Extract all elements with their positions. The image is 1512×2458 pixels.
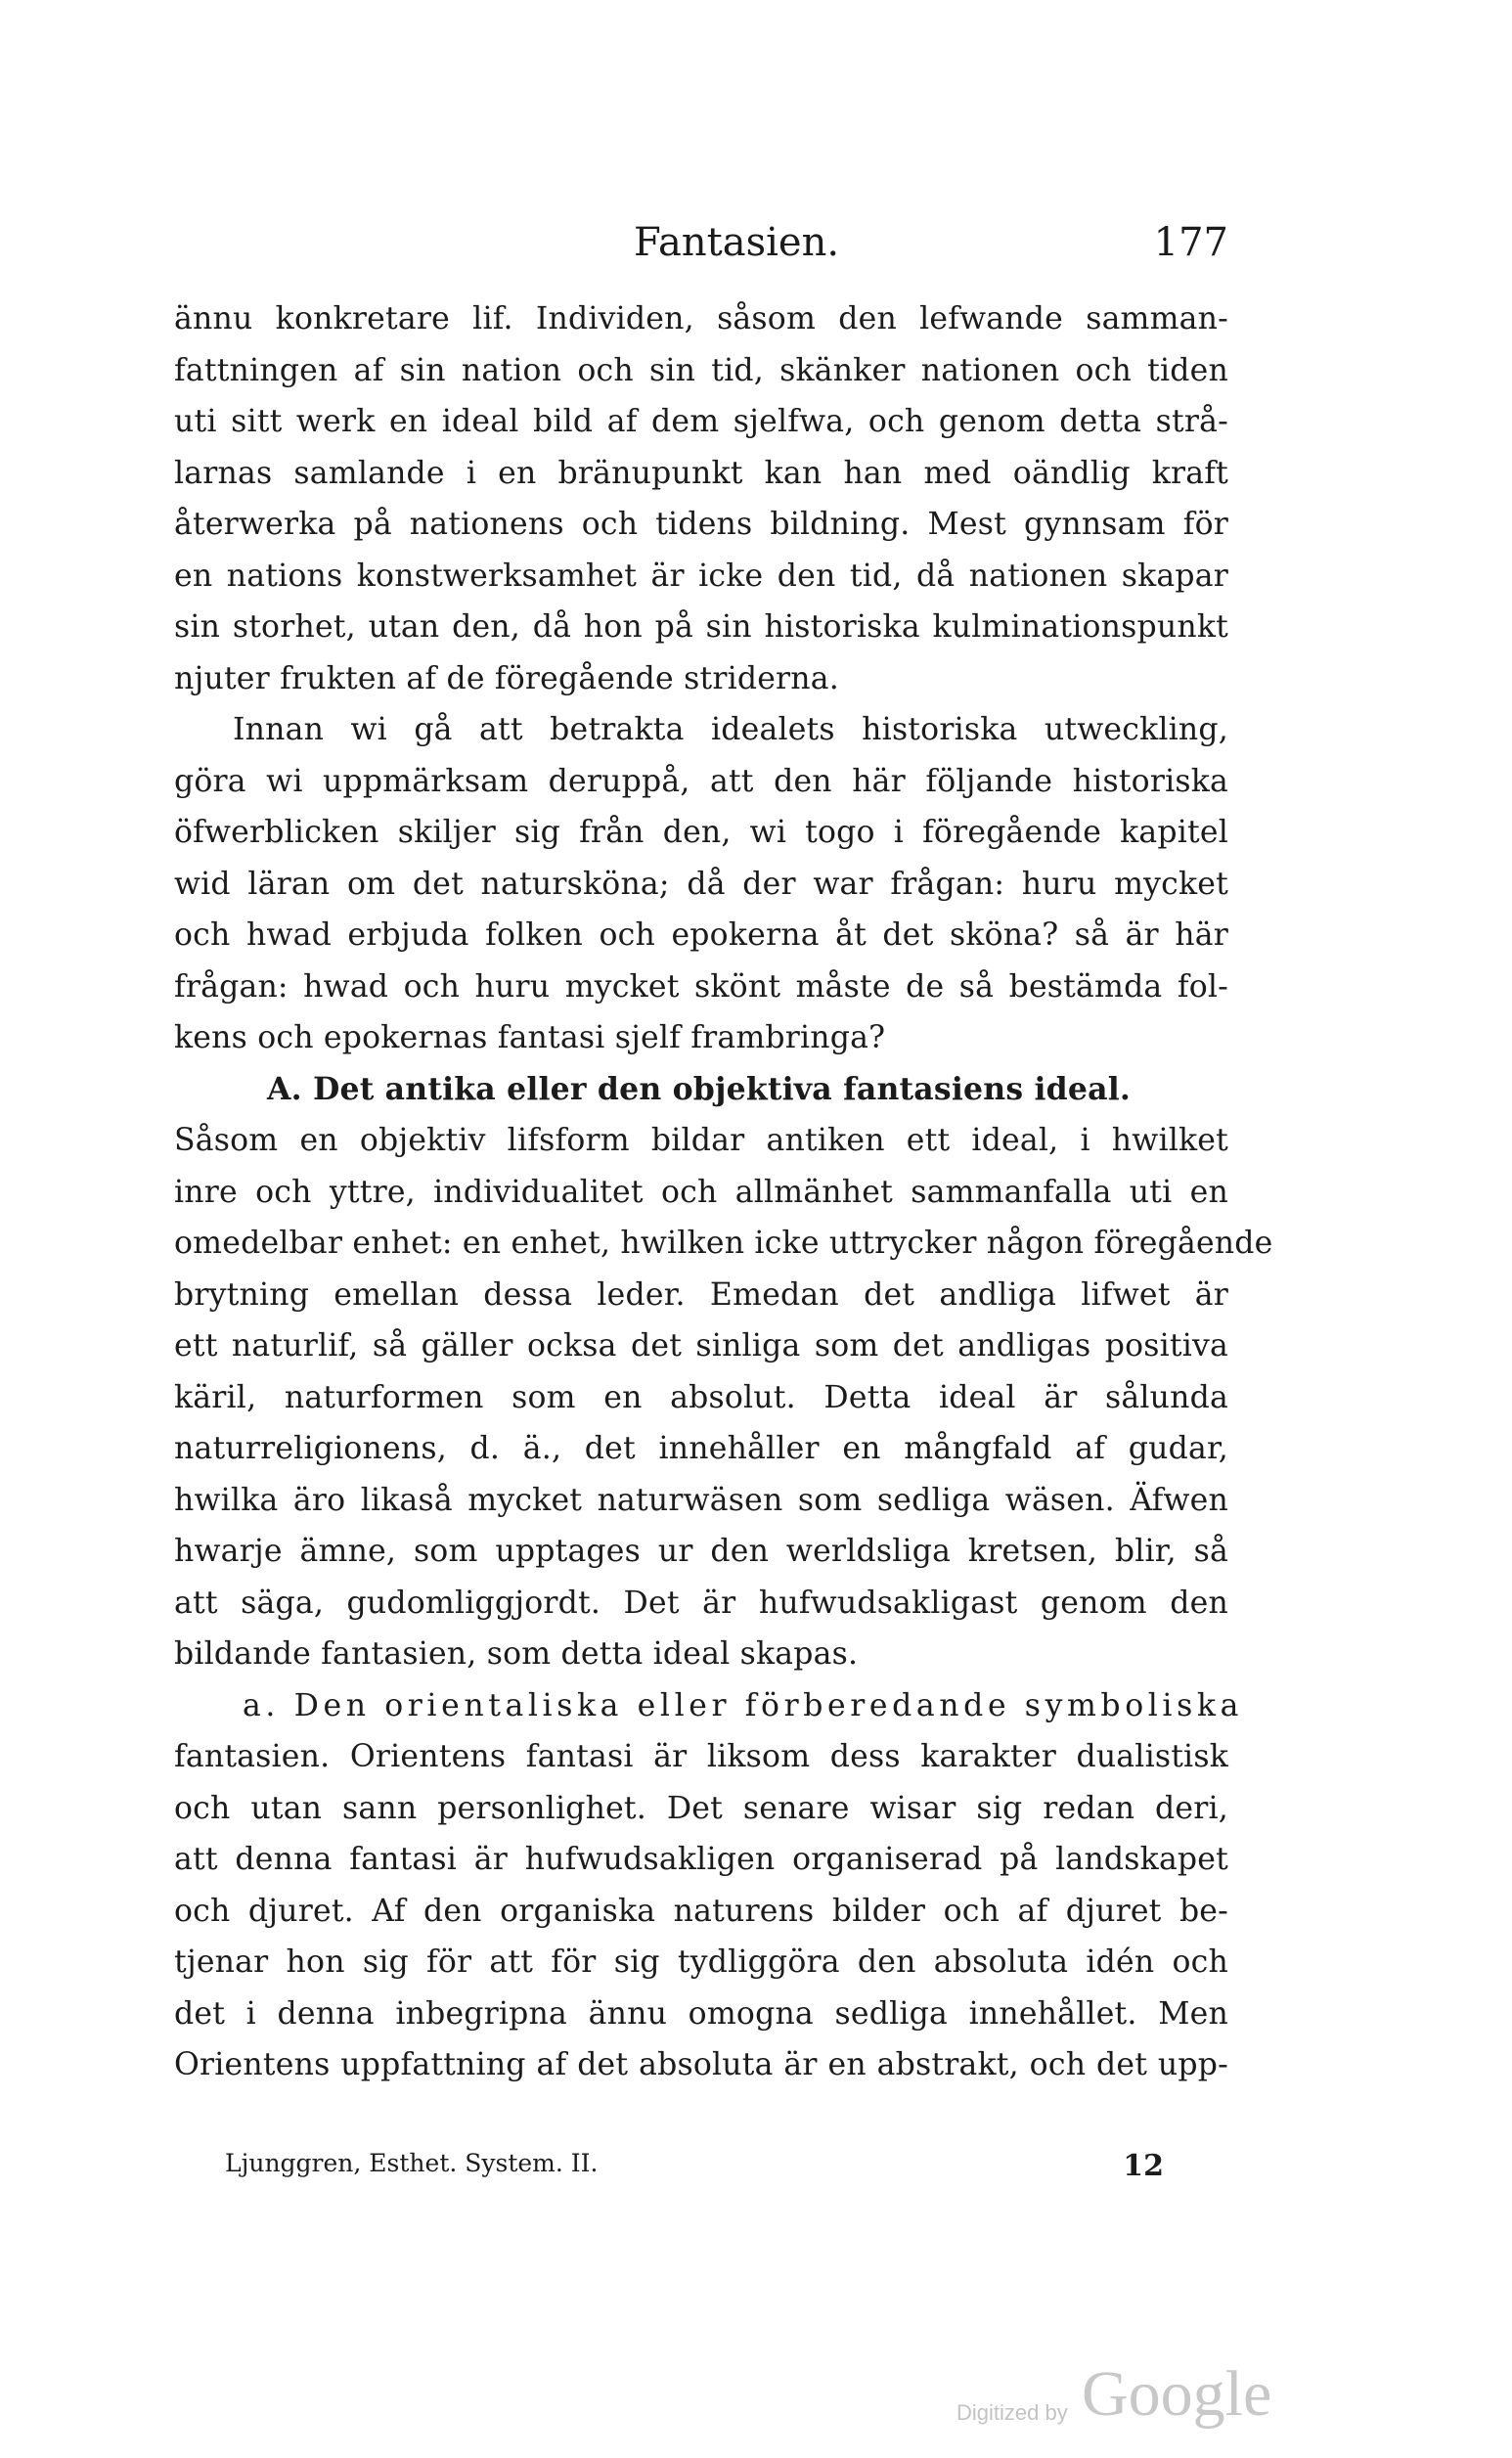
- text-line: ett naturlif, så gäller ocksa det sinliga som det andligas positiva: [174, 1328, 1228, 1363]
- text-line: brytning emellan dessa leder. Emedan det andliga lifwet är: [174, 1276, 1228, 1313]
- text-line: omedelbar enhet: en enhet, hwilken icke uttrycker någon föregående: [174, 1226, 1273, 1261]
- text-line: inre och yttre, individualitet och allmänhet sammanfalla uti en: [174, 1174, 1228, 1210]
- text-line: larnas samlande i en bränupunkt kan han med oändlig kraft: [174, 455, 1228, 491]
- subsection-heading: a. Den orientaliska eller förberedande symboliska: [243, 1687, 1243, 1723]
- section-heading: A. Det antika eller den objektiva fantasiens ideal.: [267, 1070, 1132, 1107]
- text-line: Orientens uppfattning af det absoluta är en abstrakt, och det upp-: [174, 2047, 1228, 2082]
- page-footer: [225, 2149, 1164, 2188]
- text-line: återwerka på nationens och tidens bildning. Mest gynnsam för: [174, 507, 1228, 542]
- text-line: det i denna inbegripna ännu omogna sedliga innehållet. Men: [174, 1995, 1228, 2032]
- text-line: kens och epokernas fantasi sjelf frambringa?: [174, 1020, 886, 1055]
- text-line: att säga, gudomliggjordt. Det är hufwudsakligast genom den: [174, 1585, 1228, 1621]
- watermark-prefix: Digitized by: [956, 2400, 1068, 2425]
- text-line: och hwad erbjuda folken och epokerna åt det sköna? så är här: [174, 917, 1228, 953]
- text-line: och djuret. Af den organiska naturens bilder och af djuret be-: [174, 1893, 1228, 1929]
- text-line: fantasien. Orientens fantasi är liksom dess karakter dualistisk: [174, 1739, 1228, 1774]
- text-line: Innan wi gå att betrakta idealets historiska utweckling,: [233, 712, 1228, 747]
- text-line: njuter frukten af de föregående striderna.: [174, 660, 839, 696]
- page-header: [174, 220, 1228, 271]
- text-line: naturreligionens, d. ä., det innehåller en mångfald af gudar,: [174, 1431, 1228, 1466]
- text-line: frågan: hwad och huru mycket skönt måste de så bestämda fol-: [174, 968, 1228, 1005]
- text-line: Såsom en objektiv lifsform bildar antiken ett ideal, i hwilket: [174, 1123, 1228, 1158]
- text-line: fattningen af sin nation och sin tid, skänker nationen och tiden: [174, 352, 1228, 388]
- text-line: hwilka äro likaså mycket naturwäsen som sedliga wäsen. Äfwen: [174, 1482, 1228, 1518]
- printer-signature: Ljunggren, Esthet. System. II.: [225, 2149, 599, 2177]
- text-line: öfwerblicken skiljer sig från den, wi togo i föregående kapitel: [174, 815, 1228, 850]
- text-line: wid läran om det naturskönа; då der war frågan: huru mycket: [174, 866, 1228, 902]
- text-line: uti sitt werk en ideal bild af dem sjelfwa, och genom detta strå-: [174, 404, 1228, 439]
- text-line: en nations konstwerksamhet är icke den tid, då nationen skapar: [174, 558, 1228, 594]
- running-title: Fantasien.: [634, 220, 840, 265]
- google-watermark: [956, 2357, 1279, 2436]
- text-line: käril, naturformen som en absolut. Detta ideal är sålunda: [174, 1379, 1228, 1415]
- google-logo: Google: [1082, 2358, 1272, 2430]
- text-line: att denna fantasi är hufwudsakligen organiserad på landskapet: [174, 1842, 1228, 1877]
- text-line: bildande fantasien, som detta ideal skapas.: [174, 1636, 859, 1672]
- text-line: göra wi uppmärksam deruppå, att den här följande historiska: [174, 763, 1228, 799]
- sheet-number: 12: [1123, 2149, 1164, 2183]
- text-line: och utan sann personlighet. Det senare wisar sig redan deri,: [174, 1790, 1228, 1826]
- text-line: sin storhet, utan den, då hon på sin historiska kulminationspunkt: [174, 609, 1228, 645]
- text-line: ännu konkretare lif. Individen, såsom den lefwande samman-: [174, 301, 1228, 336]
- text-line: hwarje ämne, som upptages ur den werldsliga kretsen, blir, så: [174, 1534, 1228, 1569]
- body-text: [174, 293, 1273, 2091]
- text-line: tjenar hon sig för att för sig tydliggöra den absoluta idén och: [174, 1944, 1228, 1980]
- page-number: 177: [1153, 220, 1228, 265]
